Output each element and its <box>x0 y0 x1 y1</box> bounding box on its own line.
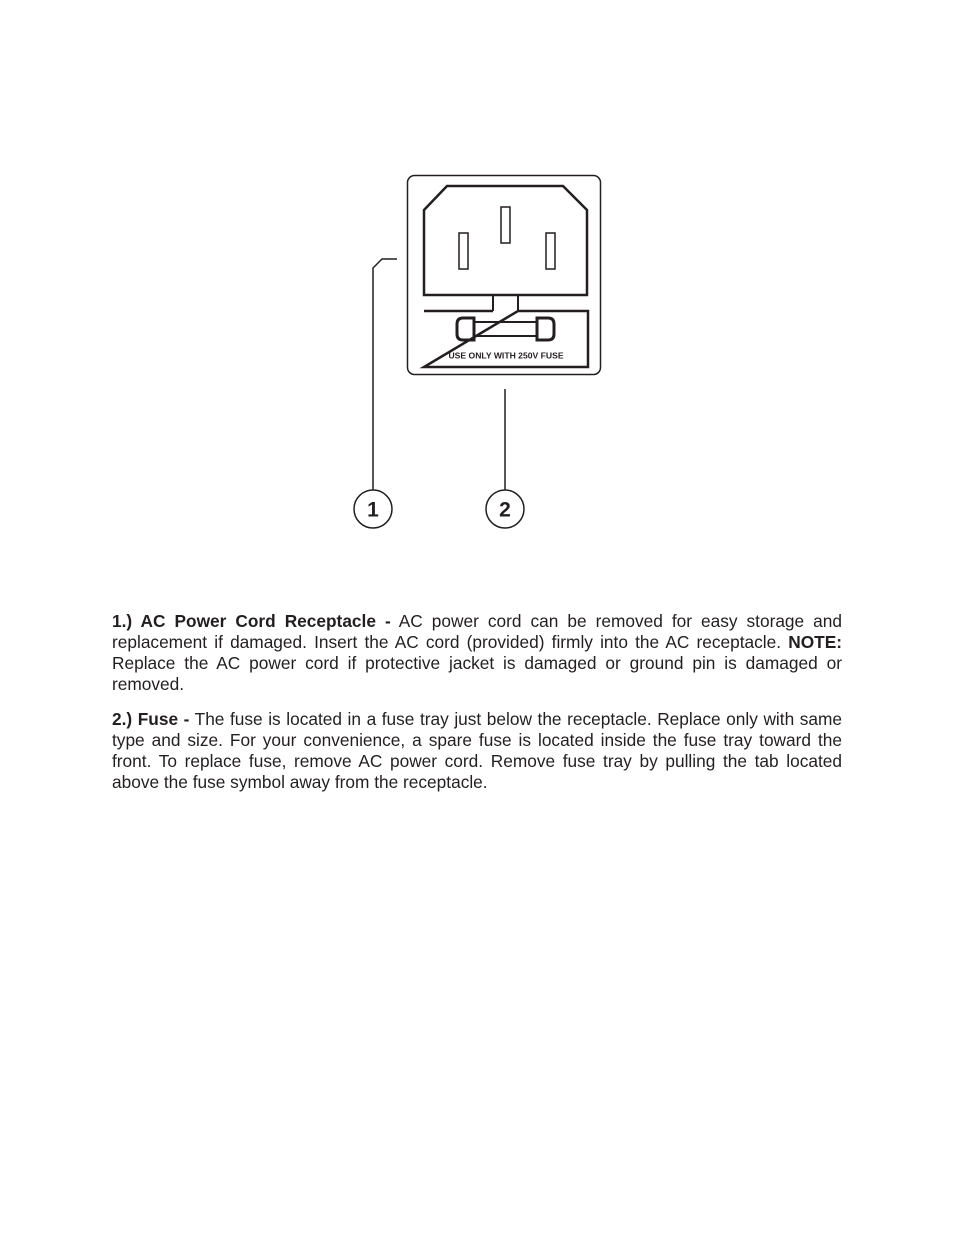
fuse-description <box>112 709 842 793</box>
note-text: Replace the AC power cord if protective jacket is damaged or ground pin is damaged or removed. <box>112 653 842 694</box>
ac-receptacle-outline <box>424 186 587 295</box>
neutral-pin-slot <box>546 233 555 269</box>
ac-receptacle-heading: 1.) AC Power Cord Receptacle - <box>112 611 391 631</box>
callout-1-number: 1 <box>367 498 379 522</box>
callout-1-leader <box>373 259 397 490</box>
power-entry-diagram <box>0 0 954 600</box>
fuse-tray-tab <box>493 295 518 311</box>
fuse-text: The fuse is located in a fuse tray just below the receptacle. Replace only with same type and size. For your convenience, a spare fuse is located inside the fuse tray toward the front. To replace fuse, remove AC power cord. Remove fuse tray by pulling the tab located above the fuse symbol away from the receptacle. <box>112 709 842 792</box>
power-module-panel <box>408 176 601 375</box>
line-pin-slot <box>459 233 468 269</box>
callout-2-number: 2 <box>499 498 511 522</box>
ground-pin-slot <box>501 207 510 243</box>
power-entry-svg <box>0 0 954 600</box>
ac-receptacle-text: AC power cord can be removed for easy storage and replacement if damaged. Insert the AC cord (provided) firmly into the AC receptacle. <box>112 611 842 652</box>
fuse-heading: 2.) Fuse - <box>112 709 190 729</box>
note-label: NOTE: <box>788 632 842 652</box>
ac-receptacle-description <box>112 611 842 695</box>
fuse-rating-label: USE ONLY WITH 250V FUSE <box>448 350 564 361</box>
